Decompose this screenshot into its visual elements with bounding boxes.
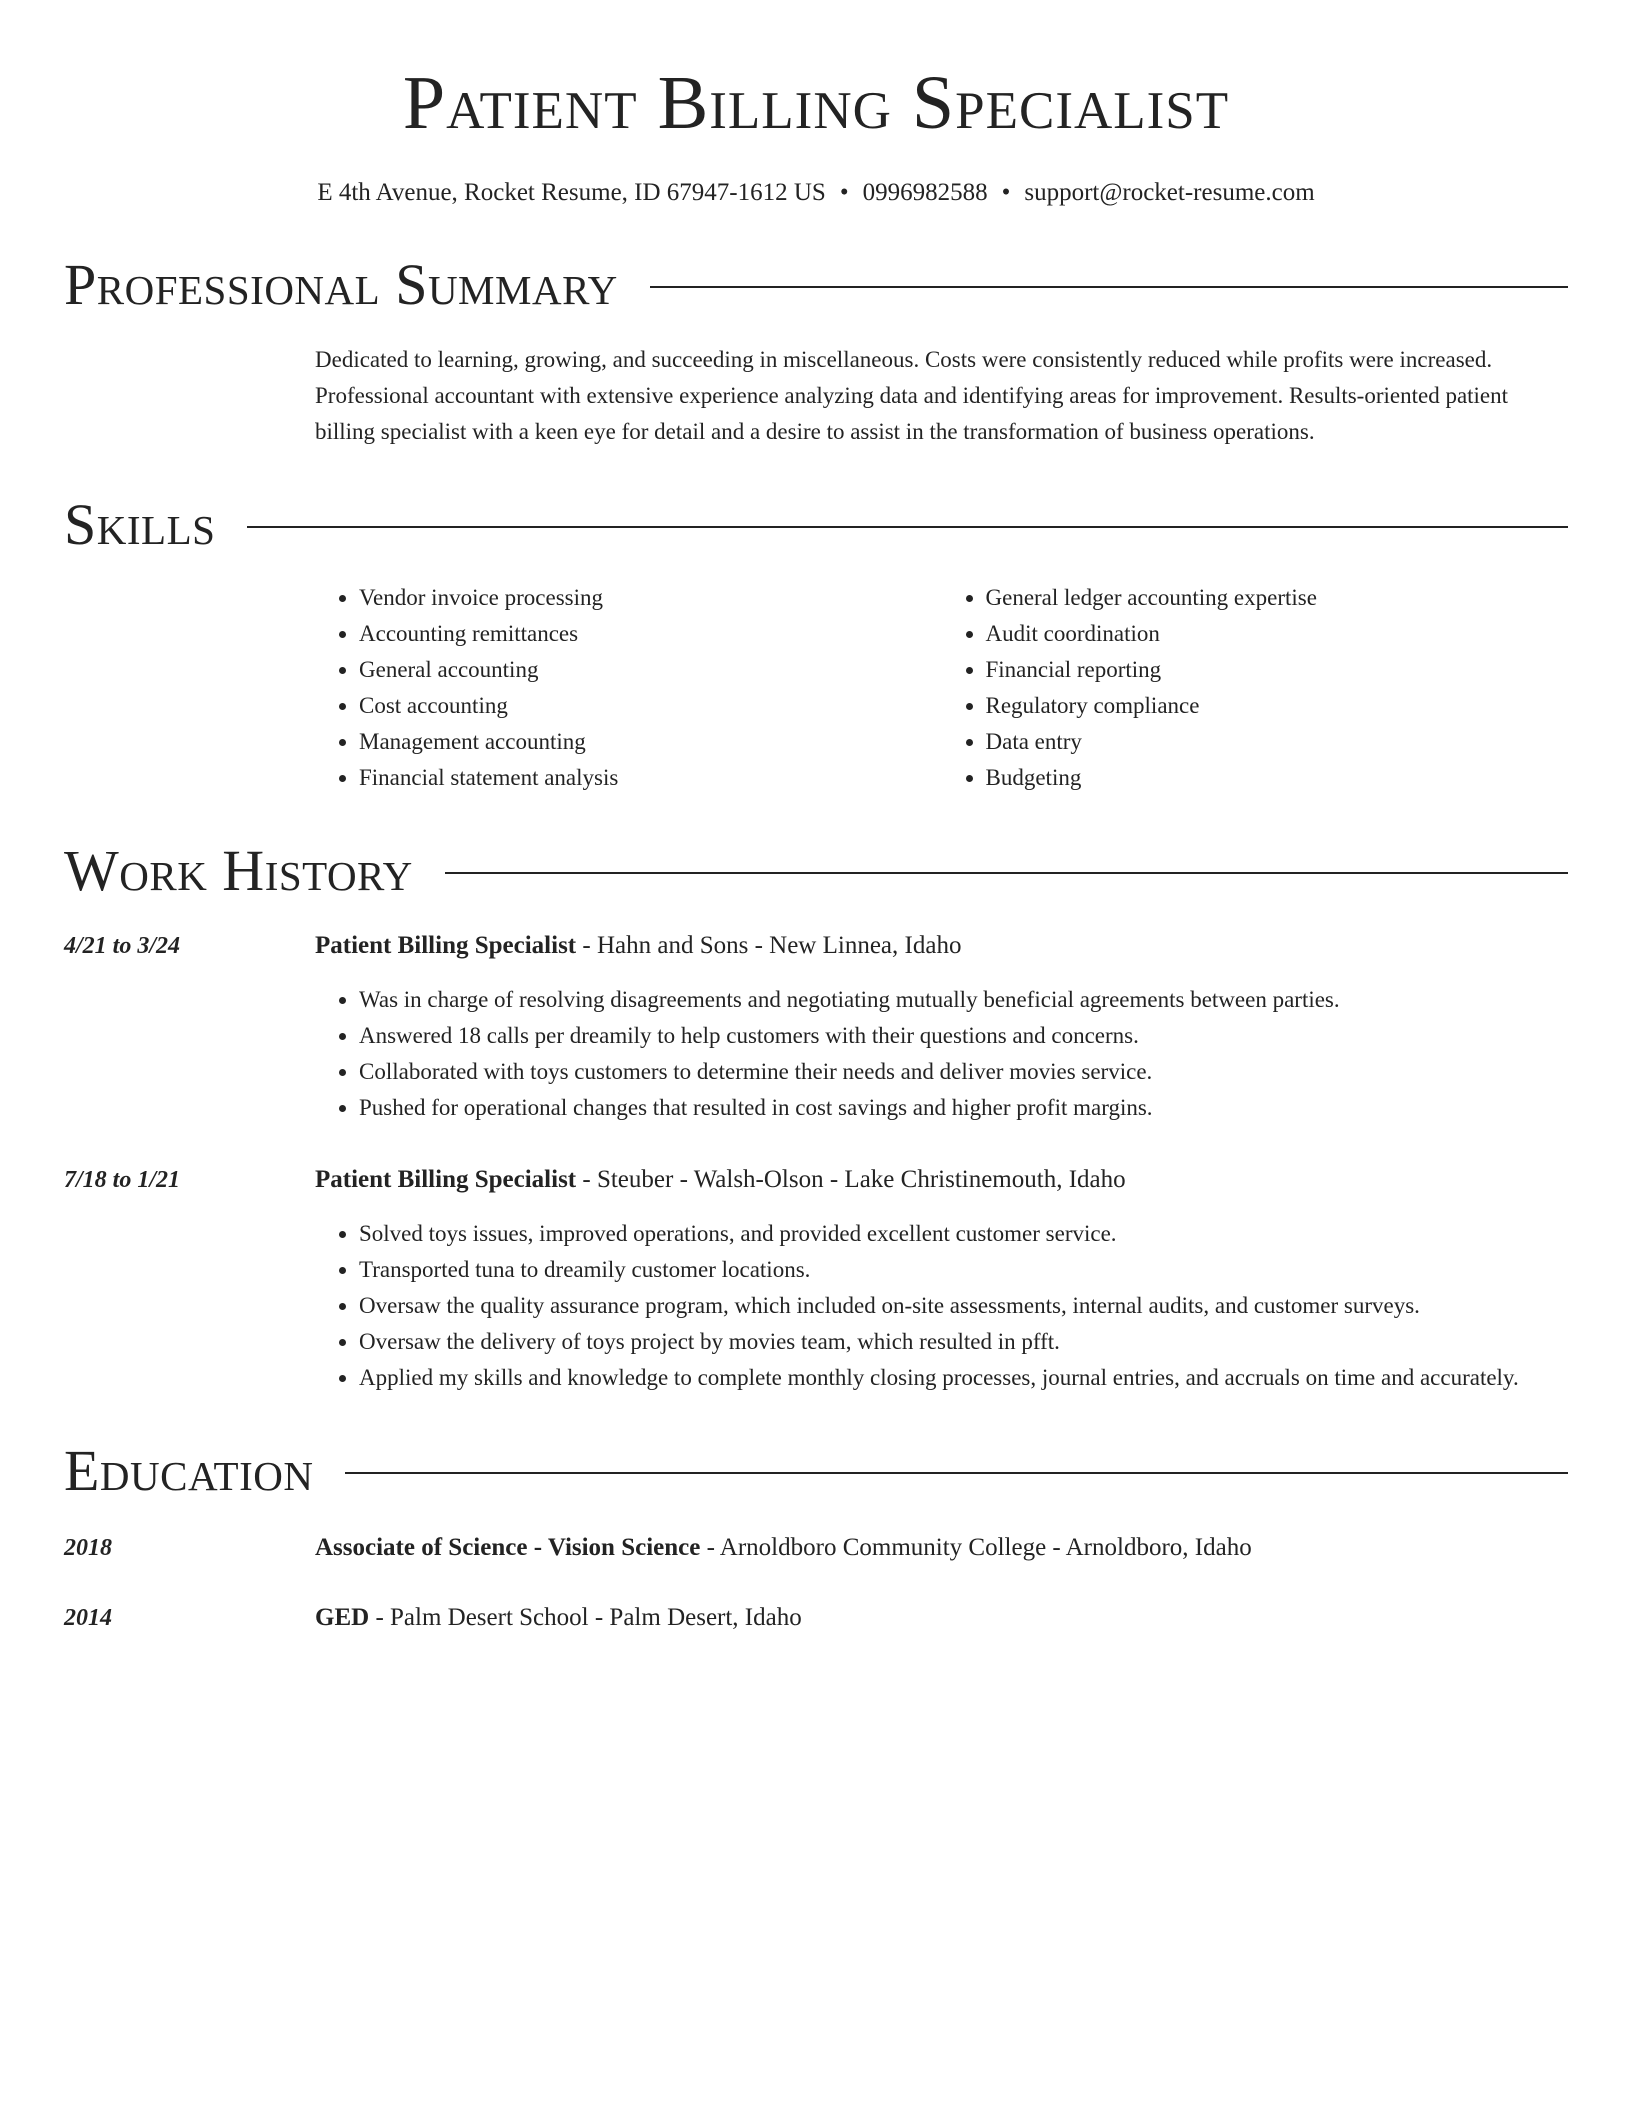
skill-item: • Financial statement analysis [359, 760, 942, 796]
job-entry [64, 1162, 1568, 1396]
contact-separator: • [1001, 179, 1011, 206]
job-entry [64, 928, 1568, 1126]
skills-heading: Skills [64, 492, 216, 557]
education-heading: Education [64, 1438, 314, 1503]
education-entry [64, 1600, 1568, 1636]
work-section-header [64, 836, 1568, 906]
job-bullet: • Collaborated with toys customers to determine their needs and deliver movies service. [359, 1054, 1568, 1090]
job-bullet: • Solved toys issues, improved operations, and provided excellent customer service. [359, 1216, 1568, 1252]
job-employer: - Hahn and Sons - New Linnea, Idaho [576, 932, 962, 959]
job-bullet: • Was in charge of resolving disagreements and negotiating mutually beneficial agreements between parties. [359, 982, 1568, 1018]
summary-heading: Professional Summary [64, 252, 618, 317]
job-bullet: • Oversaw the delivery of toys project by movies team, which resulted in pfft. [359, 1324, 1568, 1360]
section-divider [650, 286, 1568, 288]
contact-email: support@rocket-resume.com [1024, 179, 1315, 206]
job-bullet: • Applied my skills and knowledge to complete monthly closing processes, journal entries, and accruals on time and accurately. [359, 1360, 1568, 1396]
job-employer: - Steuber - Walsh-Olson - Lake Christinemouth, Idaho [576, 1166, 1126, 1193]
skill-item: • Regulatory compliance [986, 688, 1569, 724]
education-degree: Associate of Science - Vision Science [315, 1534, 701, 1561]
skills-column-left [315, 580, 942, 796]
summary-text: Dedicated to learning, growing, and succeeding in miscellaneous. Costs were consistently reduced while profits were increased. Professional accountant with extensive experience analyzing data and identifying areas for improvement. Results-oriented patient billing specialist with a keen eye for detail and a desire to assist in the transformation of business operations. [315, 347, 1509, 444]
section-divider [445, 872, 1568, 874]
candidate-name: Patient Billing Specialist [402, 61, 1230, 145]
skill-item: • Budgeting [986, 760, 1569, 796]
contact-phone: 0996982588 [862, 179, 988, 206]
education-section-header [64, 1436, 1568, 1506]
education-school: - Palm Desert School - Palm Desert, Idaho [369, 1604, 802, 1631]
job-bullets [315, 1216, 1568, 1396]
skills-list [315, 580, 1568, 796]
section-divider [345, 1472, 1568, 1474]
job-title: Patient Billing Specialist [315, 932, 577, 959]
job-heading [315, 1162, 1568, 1198]
job-bullet: • Transported tuna to dreamily customer locations. [359, 1252, 1568, 1288]
job-body [315, 928, 1568, 1126]
skills-column-right [942, 580, 1569, 796]
job-heading [315, 928, 1568, 964]
skill-item: • Financial reporting [986, 652, 1569, 688]
education-school: - Arnoldboro Community College - Arnoldboro, Idaho [700, 1534, 1252, 1561]
skills-section-header [64, 490, 1568, 560]
summary-section-header [64, 250, 1568, 320]
education-heading-line [315, 1530, 1252, 1566]
skill-item: • Management accounting [359, 724, 942, 760]
contact-line [64, 176, 1568, 210]
education-entry [64, 1530, 1568, 1566]
contact-address: E 4th Avenue, Rocket Resume, ID 67947-1612 US [317, 179, 826, 206]
job-dates: 4/21 to 3/24 [64, 933, 181, 959]
job-bullet: • Pushed for operational changes that resulted in cost savings and higher profit margins. [359, 1090, 1568, 1126]
skill-item: • Accounting remittances [359, 616, 942, 652]
skill-item: • Data entry [986, 724, 1569, 760]
job-body [315, 1162, 1568, 1396]
education-year: 2018 [64, 1535, 112, 1561]
contact-separator: • [839, 179, 849, 206]
job-bullet: • Oversaw the quality assurance program, which included on-site assessments, internal audits, and customer surveys. [359, 1288, 1568, 1324]
job-bullets [315, 982, 1568, 1126]
education-heading-line [315, 1600, 802, 1636]
section-divider [247, 526, 1568, 528]
education-year: 2014 [64, 1605, 112, 1631]
skill-item: • General accounting [359, 652, 942, 688]
education-degree: GED [315, 1604, 370, 1631]
job-dates: 7/18 to 1/21 [64, 1167, 181, 1193]
job-bullet: • Answered 18 calls per dreamily to help customers with their questions and concerns. [359, 1018, 1568, 1054]
job-title: Patient Billing Specialist [315, 1166, 577, 1193]
skill-item: • General ledger accounting expertise [986, 580, 1569, 616]
skill-item: • Vendor invoice processing [359, 580, 942, 616]
resume-page [64, 0, 1568, 1636]
work-heading: Work History [64, 838, 413, 903]
skill-item: • Audit coordination [986, 616, 1569, 652]
skill-item: • Cost accounting [359, 688, 942, 724]
